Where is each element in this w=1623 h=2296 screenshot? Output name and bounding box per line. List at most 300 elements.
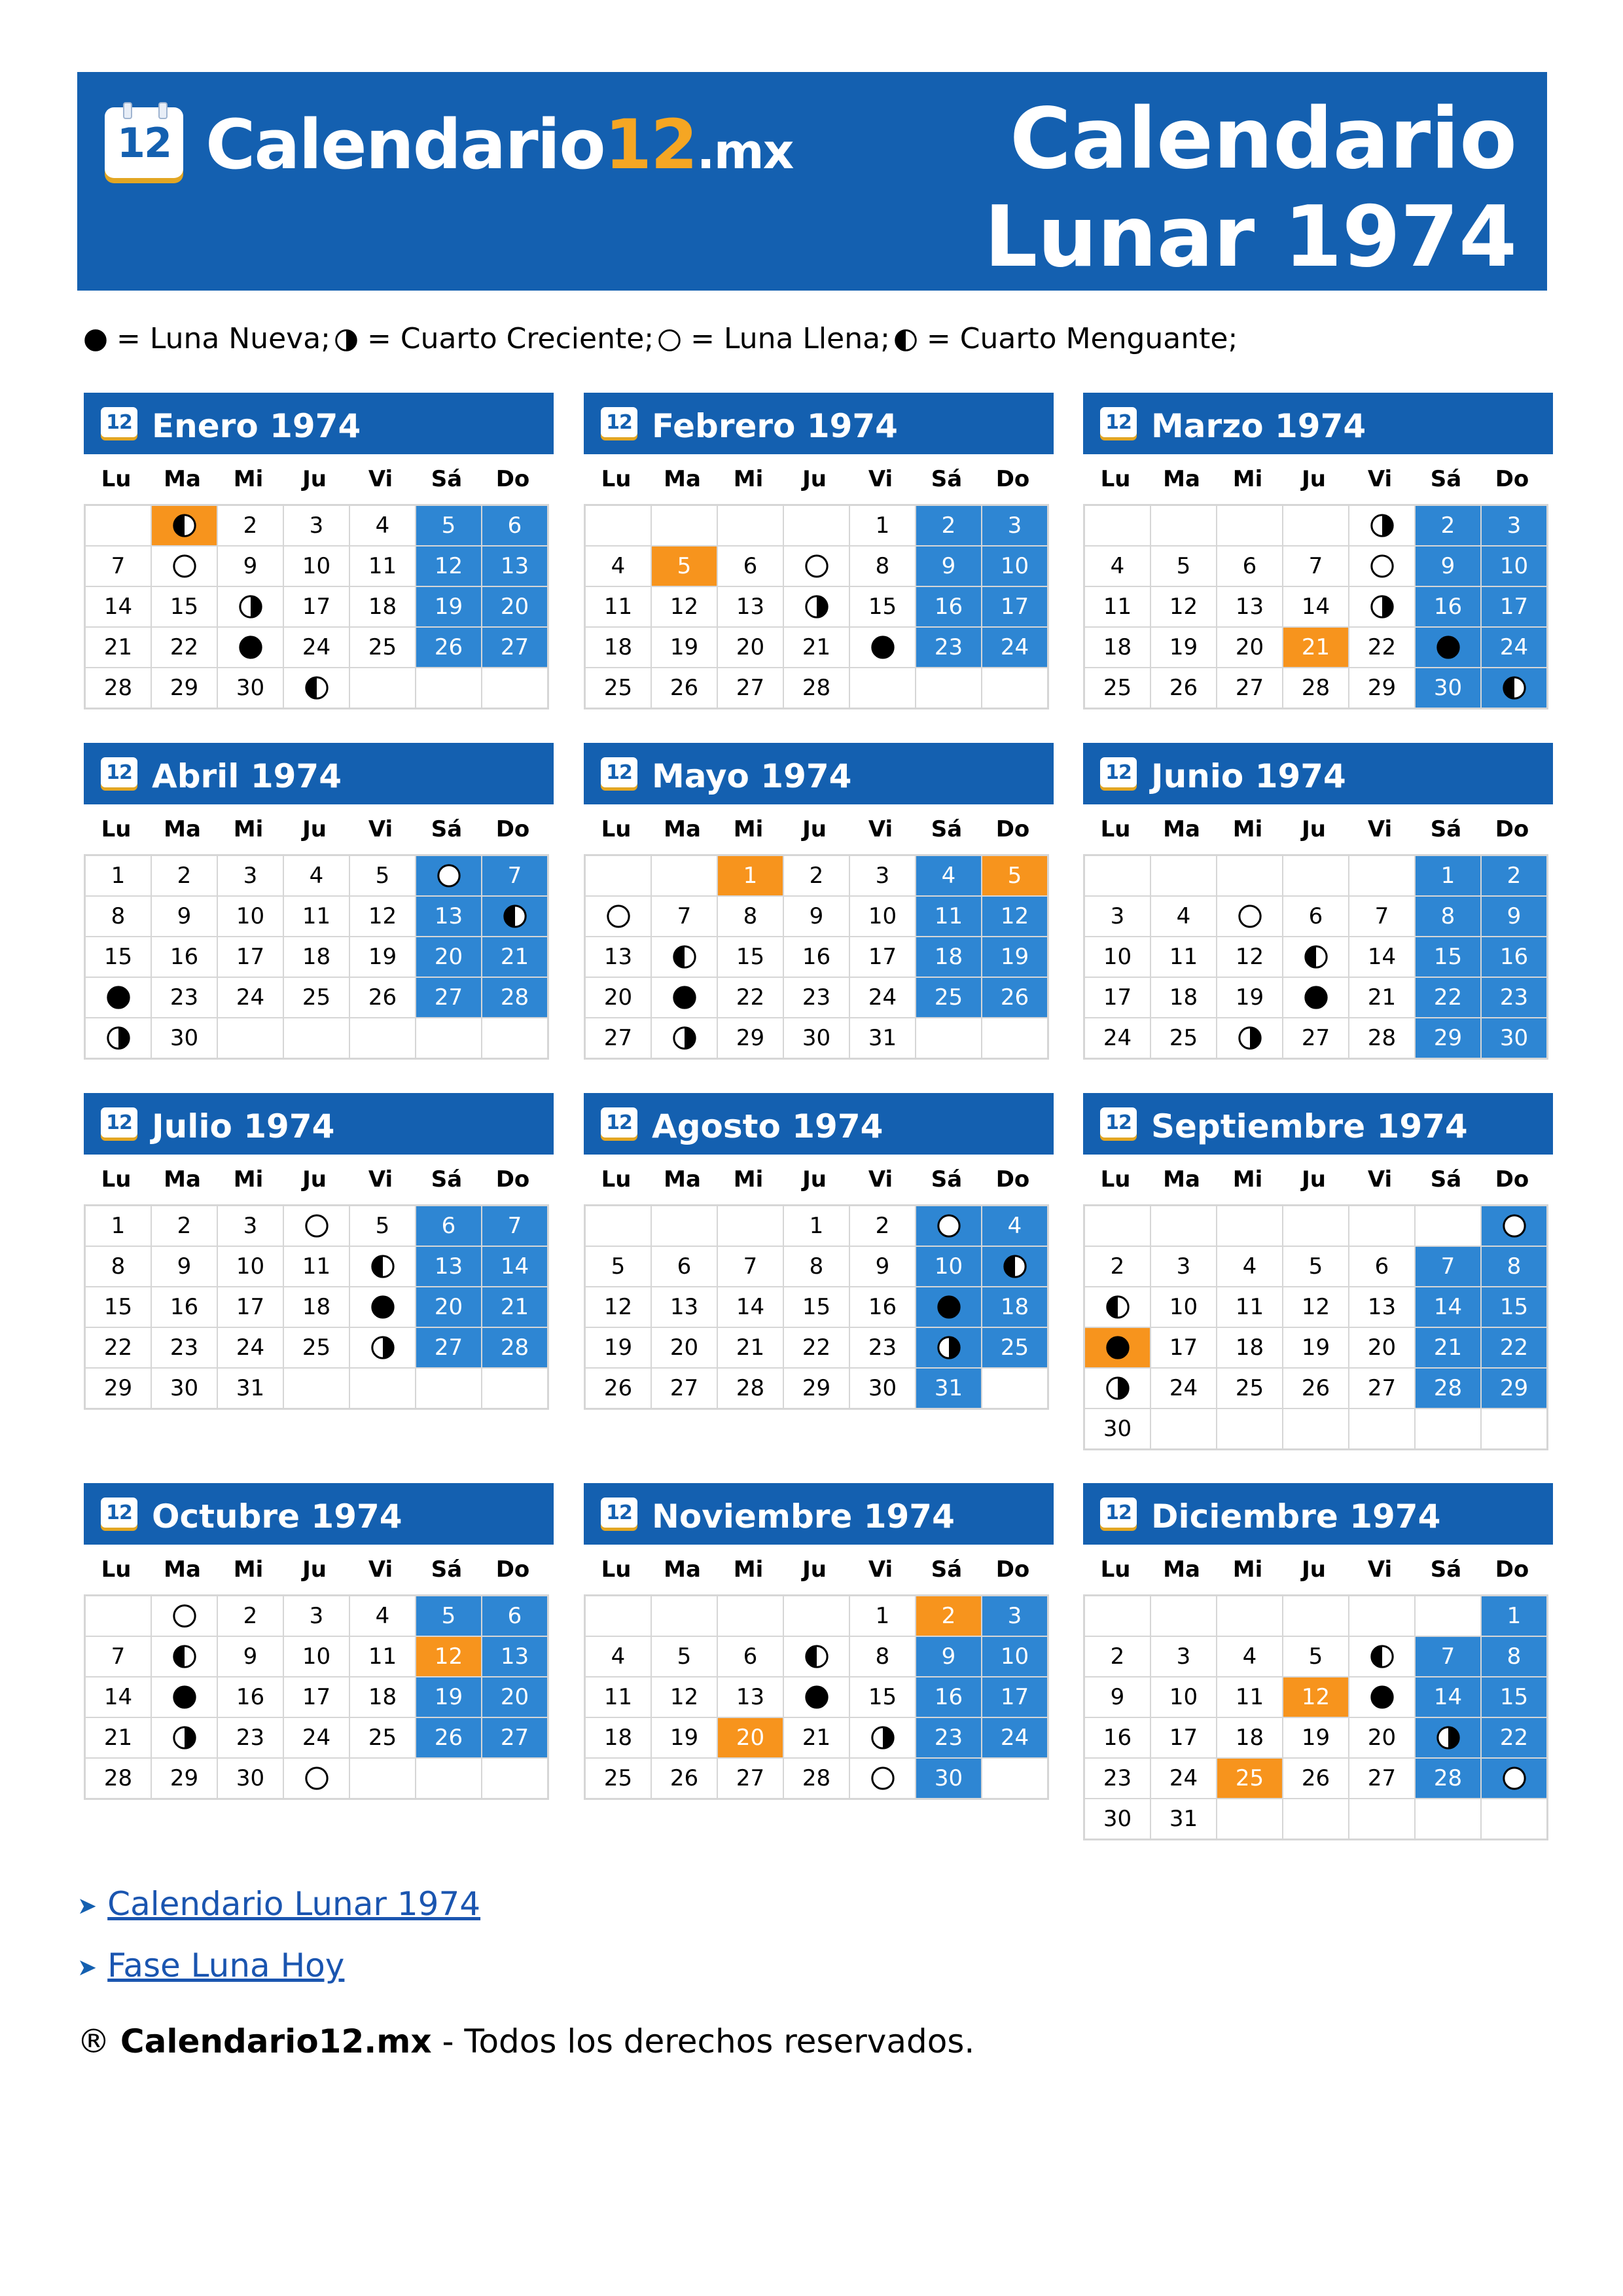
day-cell[interactable] <box>1349 1718 1414 1757</box>
month-title[interactable]: Octubre 1974 <box>152 1498 402 1535</box>
day-cell[interactable] <box>416 1637 481 1676</box>
day-cell[interactable] <box>416 1328 481 1367</box>
day-cell[interactable] <box>218 937 283 977</box>
day-cell[interactable] <box>350 978 415 1017</box>
day-cell[interactable] <box>416 628 481 667</box>
day-cell[interactable] <box>218 628 283 667</box>
day-cell[interactable] <box>482 978 547 1017</box>
day-cell[interactable] <box>1416 1018 1480 1058</box>
month-title[interactable]: Mayo 1974 <box>652 757 852 795</box>
month-title[interactable]: Febrero 1974 <box>652 407 898 445</box>
day-cell[interactable] <box>482 506 547 545</box>
day-cell[interactable] <box>982 1596 1047 1636</box>
day-cell[interactable] <box>218 1596 283 1636</box>
day-cell[interactable] <box>652 897 717 936</box>
day-cell[interactable] <box>784 1328 849 1367</box>
day-cell[interactable] <box>1085 897 1150 936</box>
day-cell[interactable] <box>1283 547 1348 586</box>
day-cell[interactable] <box>586 1247 651 1286</box>
day-cell[interactable] <box>416 897 481 936</box>
day-cell[interactable] <box>218 1328 283 1367</box>
day-cell[interactable] <box>1349 1637 1414 1676</box>
day-cell[interactable] <box>86 587 151 626</box>
day-cell[interactable] <box>152 506 217 545</box>
day-cell[interactable] <box>1482 1677 1546 1717</box>
day-cell[interactable] <box>1349 547 1414 586</box>
day-cell[interactable] <box>1349 1287 1414 1327</box>
day-cell[interactable] <box>1217 937 1282 977</box>
day-cell[interactable] <box>284 1247 349 1286</box>
day-cell[interactable] <box>586 1369 651 1408</box>
day-cell[interactable] <box>784 1718 849 1757</box>
day-cell[interactable] <box>86 937 151 977</box>
day-cell[interactable] <box>1416 1637 1480 1676</box>
day-cell[interactable] <box>350 547 415 586</box>
day-cell[interactable] <box>152 587 217 626</box>
day-cell[interactable] <box>284 547 349 586</box>
day-cell[interactable] <box>1283 1247 1348 1286</box>
day-cell[interactable] <box>1349 587 1414 626</box>
day-cell[interactable] <box>152 937 217 977</box>
day-cell[interactable] <box>86 978 151 1017</box>
day-cell[interactable] <box>1283 628 1348 667</box>
day-cell[interactable] <box>482 937 547 977</box>
day-cell[interactable] <box>152 1759 217 1798</box>
day-cell[interactable] <box>86 1637 151 1676</box>
day-cell[interactable] <box>284 856 349 895</box>
day-cell[interactable] <box>218 506 283 545</box>
day-cell[interactable] <box>350 856 415 895</box>
day-cell[interactable] <box>850 1677 915 1717</box>
day-cell[interactable] <box>1349 937 1414 977</box>
day-cell[interactable] <box>86 547 151 586</box>
day-cell[interactable] <box>850 1718 915 1757</box>
day-cell[interactable] <box>652 547 717 586</box>
day-cell[interactable] <box>1482 628 1546 667</box>
day-cell[interactable] <box>284 587 349 626</box>
day-cell[interactable] <box>1482 937 1546 977</box>
day-cell[interactable] <box>1217 1369 1282 1408</box>
day-cell[interactable] <box>652 1369 717 1408</box>
day-cell[interactable] <box>586 937 651 977</box>
day-cell[interactable] <box>1349 1247 1414 1286</box>
day-cell[interactable] <box>86 1018 151 1058</box>
day-cell[interactable] <box>1151 587 1216 626</box>
day-cell[interactable] <box>916 1247 981 1286</box>
day-cell[interactable] <box>1151 978 1216 1017</box>
day-cell[interactable] <box>652 668 717 708</box>
day-cell[interactable] <box>718 1328 783 1367</box>
day-cell[interactable] <box>586 1328 651 1367</box>
day-cell[interactable] <box>284 1718 349 1757</box>
day-cell[interactable] <box>652 628 717 667</box>
day-cell[interactable] <box>1283 1369 1348 1408</box>
day-cell[interactable] <box>1085 547 1150 586</box>
day-cell[interactable] <box>586 1718 651 1757</box>
day-cell[interactable] <box>218 1718 283 1757</box>
day-cell[interactable] <box>350 1637 415 1676</box>
day-cell[interactable] <box>652 1247 717 1286</box>
day-cell[interactable] <box>718 856 783 895</box>
day-cell[interactable] <box>850 1596 915 1636</box>
day-cell[interactable] <box>86 1328 151 1367</box>
day-cell[interactable] <box>1349 1677 1414 1717</box>
month-title[interactable]: Junio 1974 <box>1151 757 1346 795</box>
day-cell[interactable] <box>982 1206 1047 1246</box>
day-cell[interactable] <box>1151 897 1216 936</box>
day-cell[interactable] <box>218 1677 283 1717</box>
day-cell[interactable] <box>1349 1018 1414 1058</box>
day-cell[interactable] <box>1482 1328 1546 1367</box>
day-cell[interactable] <box>1416 506 1480 545</box>
day-cell[interactable] <box>218 897 283 936</box>
day-cell[interactable] <box>1416 897 1480 936</box>
day-cell[interactable] <box>784 1637 849 1676</box>
day-cell[interactable] <box>350 1247 415 1286</box>
day-cell[interactable] <box>218 668 283 708</box>
day-cell[interactable] <box>982 506 1047 545</box>
day-cell[interactable] <box>218 547 283 586</box>
day-cell[interactable] <box>916 587 981 626</box>
day-cell[interactable] <box>718 1677 783 1717</box>
day-cell[interactable] <box>482 897 547 936</box>
month-title[interactable]: Septiembre 1974 <box>1151 1107 1468 1145</box>
day-cell[interactable] <box>850 587 915 626</box>
day-cell[interactable] <box>482 547 547 586</box>
day-cell[interactable] <box>850 628 915 667</box>
day-cell[interactable] <box>1217 1677 1282 1717</box>
day-cell[interactable] <box>482 1206 547 1246</box>
day-cell[interactable] <box>784 1206 849 1246</box>
day-cell[interactable] <box>916 1287 981 1327</box>
day-cell[interactable] <box>982 1718 1047 1757</box>
day-cell[interactable] <box>1151 1369 1216 1408</box>
day-cell[interactable] <box>350 897 415 936</box>
day-cell[interactable] <box>1482 1369 1546 1408</box>
day-cell[interactable] <box>1283 978 1348 1017</box>
day-cell[interactable] <box>784 856 849 895</box>
day-cell[interactable] <box>718 1637 783 1676</box>
day-cell[interactable] <box>1416 668 1480 708</box>
link-calendario-lunar[interactable]: Calendario Lunar 1974 <box>107 1885 481 1923</box>
day-cell[interactable] <box>850 1206 915 1246</box>
month-title[interactable]: Diciembre 1974 <box>1151 1498 1441 1535</box>
day-cell[interactable] <box>284 668 349 708</box>
day-cell[interactable] <box>218 1206 283 1246</box>
day-cell[interactable] <box>1217 1018 1282 1058</box>
day-cell[interactable] <box>982 856 1047 895</box>
day-cell[interactable] <box>350 506 415 545</box>
day-cell[interactable] <box>784 937 849 977</box>
day-cell[interactable] <box>1482 856 1546 895</box>
day-cell[interactable] <box>152 1677 217 1717</box>
day-cell[interactable] <box>1283 1759 1348 1798</box>
day-cell[interactable] <box>1085 668 1150 708</box>
day-cell[interactable] <box>218 1369 283 1408</box>
day-cell[interactable] <box>152 668 217 708</box>
day-cell[interactable] <box>284 1328 349 1367</box>
day-cell[interactable] <box>152 978 217 1017</box>
day-cell[interactable] <box>1085 1328 1150 1367</box>
day-cell[interactable] <box>152 1247 217 1286</box>
day-cell[interactable] <box>916 1677 981 1717</box>
day-cell[interactable] <box>586 1677 651 1717</box>
day-cell[interactable] <box>416 978 481 1017</box>
day-cell[interactable] <box>1283 1287 1348 1327</box>
day-cell[interactable] <box>652 1287 717 1327</box>
day-cell[interactable] <box>1283 897 1348 936</box>
day-cell[interactable] <box>784 547 849 586</box>
day-cell[interactable] <box>218 1637 283 1676</box>
day-cell[interactable] <box>416 547 481 586</box>
day-cell[interactable] <box>1085 1018 1150 1058</box>
day-cell[interactable] <box>1482 1596 1546 1636</box>
day-cell[interactable] <box>784 587 849 626</box>
day-cell[interactable] <box>1151 547 1216 586</box>
day-cell[interactable] <box>416 1596 481 1636</box>
day-cell[interactable] <box>1349 668 1414 708</box>
day-cell[interactable] <box>1217 1637 1282 1676</box>
day-cell[interactable] <box>1416 1677 1480 1717</box>
day-cell[interactable] <box>152 1287 217 1327</box>
day-cell[interactable] <box>1283 1328 1348 1367</box>
day-cell[interactable] <box>916 628 981 667</box>
day-cell[interactable] <box>652 1718 717 1757</box>
day-cell[interactable] <box>1085 1409 1150 1448</box>
day-cell[interactable] <box>1416 547 1480 586</box>
day-cell[interactable] <box>1482 897 1546 936</box>
month-title[interactable]: Marzo 1974 <box>1151 407 1366 445</box>
day-cell[interactable] <box>1217 547 1282 586</box>
day-cell[interactable] <box>982 978 1047 1017</box>
day-cell[interactable] <box>850 1328 915 1367</box>
day-cell[interactable] <box>1416 587 1480 626</box>
day-cell[interactable] <box>86 668 151 708</box>
day-cell[interactable] <box>1217 1718 1282 1757</box>
day-cell[interactable] <box>1416 628 1480 667</box>
day-cell[interactable] <box>586 587 651 626</box>
link-fase-luna-hoy[interactable]: Fase Luna Hoy <box>107 1946 345 1984</box>
day-cell[interactable] <box>416 856 481 895</box>
day-cell[interactable] <box>218 1287 283 1327</box>
day-cell[interactable] <box>784 1369 849 1408</box>
day-cell[interactable] <box>1085 937 1150 977</box>
day-cell[interactable] <box>916 1637 981 1676</box>
day-cell[interactable] <box>916 1718 981 1757</box>
day-cell[interactable] <box>1151 937 1216 977</box>
day-cell[interactable] <box>218 1759 283 1798</box>
day-cell[interactable] <box>86 1206 151 1246</box>
day-cell[interactable] <box>916 1328 981 1367</box>
day-cell[interactable] <box>86 897 151 936</box>
day-cell[interactable] <box>916 1206 981 1246</box>
day-cell[interactable] <box>152 1328 217 1367</box>
day-cell[interactable] <box>1349 506 1414 545</box>
day-cell[interactable] <box>482 856 547 895</box>
day-cell[interactable] <box>718 1759 783 1798</box>
day-cell[interactable] <box>1151 1637 1216 1676</box>
day-cell[interactable] <box>1085 1677 1150 1717</box>
day-cell[interactable] <box>586 1287 651 1327</box>
day-cell[interactable] <box>718 587 783 626</box>
day-cell[interactable] <box>982 1247 1047 1286</box>
day-cell[interactable] <box>718 628 783 667</box>
day-cell[interactable] <box>416 1247 481 1286</box>
day-cell[interactable] <box>1217 1287 1282 1327</box>
day-cell[interactable] <box>416 1677 481 1717</box>
day-cell[interactable] <box>982 1287 1047 1327</box>
day-cell[interactable] <box>850 897 915 936</box>
day-cell[interactable] <box>1349 897 1414 936</box>
day-cell[interactable] <box>1085 587 1150 626</box>
day-cell[interactable] <box>1217 587 1282 626</box>
day-cell[interactable] <box>652 1759 717 1798</box>
day-cell[interactable] <box>586 978 651 1017</box>
day-cell[interactable] <box>350 1718 415 1757</box>
day-cell[interactable] <box>982 937 1047 977</box>
day-cell[interactable] <box>916 1596 981 1636</box>
day-cell[interactable] <box>916 547 981 586</box>
day-cell[interactable] <box>1085 1369 1150 1408</box>
day-cell[interactable] <box>350 1328 415 1367</box>
day-cell[interactable] <box>850 1018 915 1058</box>
day-cell[interactable] <box>350 628 415 667</box>
day-cell[interactable] <box>718 897 783 936</box>
day-cell[interactable] <box>1416 1287 1480 1327</box>
day-cell[interactable] <box>982 587 1047 626</box>
day-cell[interactable] <box>1416 1328 1480 1367</box>
day-cell[interactable] <box>218 856 283 895</box>
day-cell[interactable] <box>586 1018 651 1058</box>
day-cell[interactable] <box>850 1287 915 1327</box>
day-cell[interactable] <box>350 1287 415 1327</box>
day-cell[interactable] <box>1482 1287 1546 1327</box>
day-cell[interactable] <box>1482 506 1546 545</box>
day-cell[interactable] <box>86 1247 151 1286</box>
day-cell[interactable] <box>152 1596 217 1636</box>
day-cell[interactable] <box>784 1759 849 1798</box>
day-cell[interactable] <box>218 587 283 626</box>
day-cell[interactable] <box>1283 1637 1348 1676</box>
day-cell[interactable] <box>86 1287 151 1327</box>
day-cell[interactable] <box>86 1677 151 1717</box>
day-cell[interactable] <box>1217 1247 1282 1286</box>
day-cell[interactable] <box>652 1328 717 1367</box>
brand-logo[interactable] <box>205 105 793 185</box>
day-cell[interactable] <box>1151 1677 1216 1717</box>
day-cell[interactable] <box>482 1287 547 1327</box>
day-cell[interactable] <box>1416 1247 1480 1286</box>
day-cell[interactable] <box>1283 587 1348 626</box>
day-cell[interactable] <box>1283 1718 1348 1757</box>
day-cell[interactable] <box>784 668 849 708</box>
day-cell[interactable] <box>586 897 651 936</box>
day-cell[interactable] <box>152 897 217 936</box>
day-cell[interactable] <box>86 1759 151 1798</box>
day-cell[interactable] <box>784 1287 849 1327</box>
day-cell[interactable] <box>586 668 651 708</box>
day-cell[interactable] <box>1217 628 1282 667</box>
day-cell[interactable] <box>482 1637 547 1676</box>
day-cell[interactable] <box>482 1677 547 1717</box>
day-cell[interactable] <box>1151 1247 1216 1286</box>
day-cell[interactable] <box>1416 856 1480 895</box>
day-cell[interactable] <box>1085 628 1150 667</box>
day-cell[interactable] <box>218 978 283 1017</box>
day-cell[interactable] <box>718 668 783 708</box>
day-cell[interactable] <box>916 897 981 936</box>
day-cell[interactable] <box>482 1247 547 1286</box>
day-cell[interactable] <box>350 1596 415 1636</box>
day-cell[interactable] <box>1217 1759 1282 1798</box>
day-cell[interactable] <box>284 1596 349 1636</box>
day-cell[interactable] <box>1482 1637 1546 1676</box>
month-title[interactable]: Abril 1974 <box>152 757 342 795</box>
day-cell[interactable] <box>1482 668 1546 708</box>
day-cell[interactable] <box>784 978 849 1017</box>
day-cell[interactable] <box>86 1369 151 1408</box>
day-cell[interactable] <box>86 1718 151 1757</box>
day-cell[interactable] <box>1482 547 1546 586</box>
day-cell[interactable] <box>152 628 217 667</box>
day-cell[interactable] <box>1482 978 1546 1017</box>
day-cell[interactable] <box>86 856 151 895</box>
day-cell[interactable] <box>1085 1718 1150 1757</box>
day-cell[interactable] <box>350 937 415 977</box>
day-cell[interactable] <box>718 547 783 586</box>
day-cell[interactable] <box>1217 897 1282 936</box>
day-cell[interactable] <box>916 856 981 895</box>
day-cell[interactable] <box>1085 1759 1150 1798</box>
day-cell[interactable] <box>416 1287 481 1327</box>
day-cell[interactable] <box>1085 1287 1150 1327</box>
day-cell[interactable] <box>1349 1328 1414 1367</box>
day-cell[interactable] <box>850 978 915 1017</box>
day-cell[interactable] <box>1283 668 1348 708</box>
day-cell[interactable] <box>482 1596 547 1636</box>
day-cell[interactable] <box>284 1206 349 1246</box>
day-cell[interactable] <box>284 978 349 1017</box>
day-cell[interactable] <box>416 937 481 977</box>
day-cell[interactable] <box>284 628 349 667</box>
day-cell[interactable] <box>416 506 481 545</box>
day-cell[interactable] <box>586 1759 651 1798</box>
day-cell[interactable] <box>1151 1287 1216 1327</box>
day-cell[interactable] <box>1416 1718 1480 1757</box>
day-cell[interactable] <box>1283 937 1348 977</box>
day-cell[interactable] <box>152 547 217 586</box>
day-cell[interactable] <box>1085 978 1150 1017</box>
day-cell[interactable] <box>482 628 547 667</box>
day-cell[interactable] <box>1349 628 1414 667</box>
day-cell[interactable] <box>284 897 349 936</box>
day-cell[interactable] <box>982 547 1047 586</box>
day-cell[interactable] <box>982 1677 1047 1717</box>
day-cell[interactable] <box>850 856 915 895</box>
day-cell[interactable] <box>1283 1018 1348 1058</box>
day-cell[interactable] <box>586 547 651 586</box>
day-cell[interactable] <box>1416 1759 1480 1798</box>
day-cell[interactable] <box>1151 1718 1216 1757</box>
day-cell[interactable] <box>784 1677 849 1717</box>
day-cell[interactable] <box>1151 1799 1216 1839</box>
day-cell[interactable] <box>1217 978 1282 1017</box>
day-cell[interactable] <box>1482 587 1546 626</box>
day-cell[interactable] <box>1085 1637 1150 1676</box>
day-cell[interactable] <box>784 628 849 667</box>
day-cell[interactable] <box>284 1287 349 1327</box>
day-cell[interactable] <box>1482 1247 1546 1286</box>
